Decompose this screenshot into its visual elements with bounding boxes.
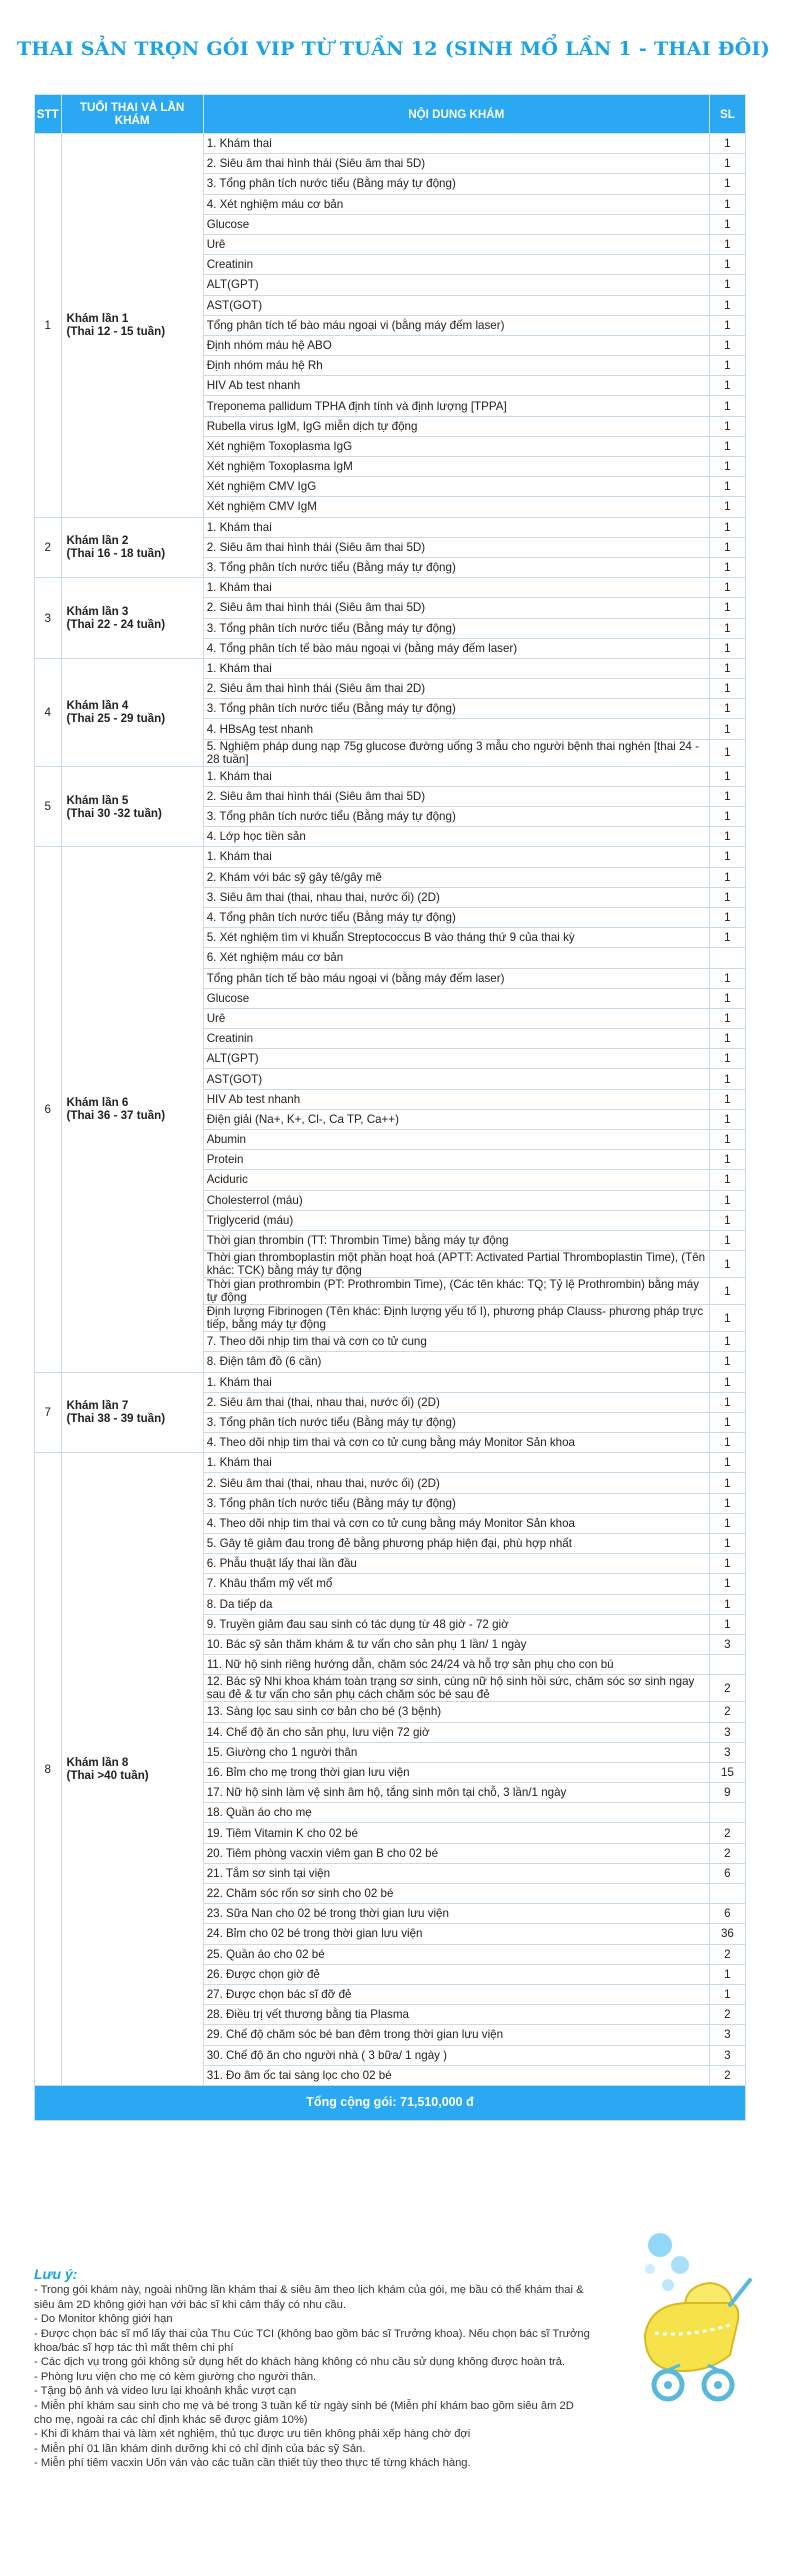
visit-weeks: (Thai 38 - 39 tuần)	[66, 1412, 166, 1426]
exam-quantity: 1	[709, 1594, 745, 1614]
exam-item: 2. Siêu âm thai hình thái (Siêu âm thai 5D)	[203, 154, 709, 174]
visit-label	[61, 1372, 203, 1453]
visit-label	[61, 766, 203, 847]
exam-quantity: 2	[709, 1944, 745, 1964]
visit-name: Khám lần 2	[66, 534, 129, 548]
exam-item: 2. Siêu âm thai (thai, nhau thai, nước ối) (2D)	[203, 1473, 709, 1493]
exam-item: Tổng phân tích tế bào máu ngoại vi (bằng máy đếm laser)	[203, 968, 709, 988]
exam-item: 31. Đo âm ốc tai sàng lọc cho 02 bé	[203, 2065, 709, 2085]
exam-quantity	[709, 1884, 745, 1904]
visit-number: 2	[35, 517, 62, 578]
table-row	[35, 1372, 746, 1392]
exam-quantity: 1	[709, 847, 745, 867]
note-item: - Được chọn bác sĩ mổ lấy thai của Thu Cúc TCI (không bao gồm bác sĩ Trưởng khoa). Nếu chọn bác sĩ Trưởng khoa/bác sĩ hợp tác thì mất thêm chi phí	[34, 2327, 590, 2355]
exam-item: 12. Bác sỹ Nhi khoa khám toàn trạng sơ sinh, cùng nữ hộ sinh hồi sức, chăm sóc sơ sinh ngay sau đẻ & tư vấn cho sản phụ cách chăm sóc bé sau đẻ	[203, 1675, 709, 1702]
exam-item: 6. Phẫu thuật lấy thai lần đầu	[203, 1554, 709, 1574]
table-row	[35, 517, 746, 537]
exam-item: 19. Tiêm Vitamin K cho 02 bé	[203, 1823, 709, 1843]
exam-quantity: 1	[709, 275, 745, 295]
exam-quantity: 1	[709, 887, 745, 907]
exam-item: 8. Điện tâm đồ (6 cần)	[203, 1352, 709, 1372]
notes-section	[34, 2267, 594, 2471]
header-qty: SL	[709, 95, 745, 134]
exam-quantity: 1	[709, 598, 745, 618]
exam-item: 1. Khám thai	[203, 766, 709, 786]
exam-item: Glucose	[203, 988, 709, 1008]
exam-quantity: 1	[709, 1251, 745, 1278]
exam-item: 17. Nữ hộ sinh làm vệ sinh âm hộ, tắng sinh môn tại chỗ, 3 lần/1 ngày	[203, 1783, 709, 1803]
visit-name: Khám lần 5	[66, 793, 129, 807]
visit-label	[61, 847, 203, 1372]
exam-item: 23. Sữa Nan cho 02 bé trong thời gian lưu viện	[203, 1904, 709, 1924]
visit-number: 5	[35, 766, 62, 847]
table-row	[35, 766, 746, 786]
exam-item: Điện giải (Na+, K+, Cl-, Ca TP, Ca++)	[203, 1109, 709, 1129]
exam-item: Treponema pallidum TPHA định tính và định lượng [TPPA]	[203, 396, 709, 416]
exam-quantity: 1	[709, 134, 745, 154]
exam-quantity: 1	[709, 295, 745, 315]
exam-quantity: 9	[709, 1783, 745, 1803]
exam-item: 1. Khám thai	[203, 847, 709, 867]
exam-item: Abumin	[203, 1130, 709, 1150]
visit-weeks: (Thai 36 - 37 tuần)	[66, 1109, 166, 1123]
exam-quantity: 1	[709, 1964, 745, 1984]
exam-quantity: 1	[709, 1574, 745, 1594]
exam-item: Xét nghiệm Toxoplasma IgM	[203, 457, 709, 477]
visit-label	[61, 658, 203, 766]
exam-item: Xét nghiệm Toxoplasma IgG	[203, 436, 709, 456]
exam-item: Thời gian prothrombin (PT: Prothrombin Time), (Các tên khác: TQ; Tỷ lệ Prothrombin) bằng máy tự động	[203, 1278, 709, 1305]
exam-quantity: 6	[709, 1863, 745, 1883]
exam-quantity: 1	[709, 255, 745, 275]
exam-quantity: 36	[709, 1924, 745, 1944]
exam-item: 3. Tổng phân tích nước tiểu (Bằng máy tự động)	[203, 174, 709, 194]
exam-quantity: 1	[709, 1278, 745, 1305]
exam-item: Aciduric	[203, 1170, 709, 1190]
note-item: - Tặng bộ ảnh và video lưu lại khoảnh khắc vượt cạn	[34, 2385, 297, 2398]
exam-item: 24. Bỉm cho 02 bé trong thời gian lưu viện	[203, 1924, 709, 1944]
table-row	[35, 134, 746, 154]
exam-item: 1. Khám thai	[203, 517, 709, 537]
exam-item: 3. Tổng phân tích nước tiểu (Bằng máy tự động)	[203, 1493, 709, 1513]
exam-quantity: 6	[709, 1904, 745, 1924]
exam-item: 4. Theo dõi nhịp tim thai và cơn co tử cung bằng máy Monitor Sản khoa	[203, 1433, 709, 1453]
exam-quantity: 1	[709, 1089, 745, 1109]
exam-item: 26. Được chọn giờ đẻ	[203, 1964, 709, 1984]
exam-item: 10. Bác sỹ sản thăm khám & tư vấn cho sản phụ 1 lần/ 1 ngày	[203, 1634, 709, 1654]
table-row	[35, 847, 746, 867]
exam-quantity: 1	[709, 618, 745, 638]
exam-quantity: 1	[709, 679, 745, 699]
exam-item: 5. Nghiệm pháp dung nạp 75g glucose đường uống 3 mẫu cho người bệnh thai nghén [thai 24 - 28 tuần]	[203, 739, 709, 766]
note-item: - Miễn phí 01 lần khám dinh dưỡng khi có chỉ định của bác sỹ Sản.	[34, 2442, 366, 2455]
exam-item: 28. Điều trị vết thương bằng tia Plasma	[203, 2005, 709, 2025]
note-item: - Miễn phí tiêm vacxin Uốn ván vào các tuần cần thiết tùy theo thực tế từng khách hàng.	[34, 2457, 471, 2470]
exam-quantity	[709, 1803, 745, 1823]
table-header	[35, 95, 746, 134]
exam-quantity: 1	[709, 497, 745, 517]
exam-quantity: 1	[709, 1493, 745, 1513]
exam-item: HIV Ab test nhanh	[203, 1089, 709, 1109]
exam-quantity: 1	[709, 1352, 745, 1372]
note-item: - Khi đi khám thai và làm xét nghiệm, thủ tục được ưu tiên không phải xếp hàng chờ đợi	[34, 2428, 471, 2441]
exam-item: 2. Siêu âm thai hình thái (Siêu âm thai 5D)	[203, 786, 709, 806]
visit-name: Khám lần 6	[66, 1096, 129, 1110]
exam-item: Protein	[203, 1150, 709, 1170]
notes-title: Lưu ý:	[34, 2266, 78, 2282]
exam-item: 4. Tổng phân tích nước tiểu (Bằng máy tự động)	[203, 907, 709, 927]
visit-name: Khám lần 1	[66, 312, 129, 326]
exam-item: Cholesterrol (máu)	[203, 1190, 709, 1210]
exam-quantity: 1	[709, 739, 745, 766]
exam-item: Creatinin	[203, 1029, 709, 1049]
exam-item: Thời gian thrombin (TT: Thrombin Time) bằng máy tự động	[203, 1230, 709, 1250]
exam-quantity: 1	[709, 1109, 745, 1129]
exam-quantity: 1	[709, 1130, 745, 1150]
exam-item: 1. Khám thai	[203, 134, 709, 154]
table-body	[35, 134, 746, 2086]
visit-name: Khám lần 8	[66, 1756, 129, 1770]
exam-item: HIV Ab test nhanh	[203, 376, 709, 396]
visit-weeks: (Thai 16 - 18 tuần)	[66, 547, 166, 561]
exam-quantity: 1	[709, 699, 745, 719]
exam-quantity: 2	[709, 1823, 745, 1843]
exam-quantity: 1	[709, 1412, 745, 1432]
exam-quantity: 3	[709, 2045, 745, 2065]
exam-quantity: 1	[709, 907, 745, 927]
exam-item: 1. Khám thai	[203, 578, 709, 598]
exam-quantity: 1	[709, 827, 745, 847]
exam-quantity: 1	[709, 1513, 745, 1533]
exam-quantity: 1	[709, 1473, 745, 1493]
exam-item: 5. Xét nghiệm tìm vi khuẩn Streptococcus B vào tháng thứ 9 của thai kỳ	[203, 928, 709, 948]
exam-item: 3. Tổng phân tích nước tiểu (Bằng máy tự động)	[203, 618, 709, 638]
note-item: - Trong gói khám này, ngoài những lần khám thai & siêu âm theo lịch khám của gói, mẹ bầu có thể khám thai & siêu âm 2D không giới hạn với bác sĩ khi cảm thấy có nhu cầu.	[34, 2284, 584, 2311]
exam-item: 1. Khám thai	[203, 658, 709, 678]
exam-item: Định nhóm máu hệ Rh	[203, 356, 709, 376]
exam-item: 2. Siêu âm thai (thai, nhau thai, nước ối) (2D)	[203, 1392, 709, 1412]
exam-quantity: 1	[709, 557, 745, 577]
exam-item: 1. Khám thai	[203, 1372, 709, 1392]
exam-item: Urê	[203, 1008, 709, 1028]
exam-quantity: 1	[709, 335, 745, 355]
exam-quantity: 1	[709, 537, 745, 557]
exam-quantity: 1	[709, 766, 745, 786]
exam-quantity: 1	[709, 1534, 745, 1554]
exam-quantity: 1	[709, 154, 745, 174]
exam-item: 5. Gây tê giảm đau trong đẻ bằng phương pháp hiện đại, phù hợp nhất	[203, 1534, 709, 1554]
visit-label	[61, 134, 203, 518]
exam-item: 2. Siêu âm thai hình thái (Siêu âm thai 2D)	[203, 679, 709, 699]
visit-number: 1	[35, 134, 62, 518]
exam-quantity: 1	[709, 396, 745, 416]
exam-item: 20. Tiêm phòng vacxin viêm gan B cho 02 bé	[203, 1843, 709, 1863]
exam-item: 11. Nữ hộ sinh riêng hướng dẫn, chăm sóc 24/24 và hỗ trợ sản phụ cho con bú	[203, 1655, 709, 1675]
exam-item: 1. Khám thai	[203, 1453, 709, 1473]
exam-quantity: 1	[709, 968, 745, 988]
header-stt: STT	[35, 95, 62, 134]
baby-stroller-icon	[610, 2225, 760, 2425]
exam-item: 2. Siêu âm thai hình thái (Siêu âm thai 5D)	[203, 598, 709, 618]
visit-label	[61, 1453, 203, 2086]
exam-item: ALT(GPT)	[203, 1049, 709, 1069]
exam-item: 4. Xét nghiệm máu cơ bản	[203, 194, 709, 214]
exam-quantity: 1	[709, 1150, 745, 1170]
exam-quantity: 1	[709, 436, 745, 456]
exam-quantity: 1	[709, 376, 745, 396]
exam-item: 27. Được chọn bác sĩ đỡ đẻ	[203, 1984, 709, 2004]
table-row	[35, 1453, 746, 1473]
exam-quantity: 1	[709, 1392, 745, 1412]
visit-name: Khám lần 3	[66, 605, 129, 618]
exam-quantity: 1	[709, 638, 745, 658]
exam-item: AST(GOT)	[203, 295, 709, 315]
exam-item: 21. Tắm sơ sinh tại viện	[203, 1863, 709, 1883]
table-row	[35, 578, 746, 598]
exam-item: 16. Bỉm cho mẹ trong thời gian lưu viện	[203, 1762, 709, 1782]
visit-name: Khám lần 4	[66, 699, 129, 713]
exam-quantity: 1	[709, 194, 745, 214]
exam-item: 3. Tổng phân tích nước tiểu (Bằng máy tự động)	[203, 807, 709, 827]
note-item: - Do Monitor không giới hạn	[34, 2313, 173, 2326]
exam-quantity: 1	[709, 1305, 745, 1332]
exam-item: 4. Tổng phân tích tế bào máu ngoại vi (bằng máy đếm laser)	[203, 638, 709, 658]
exam-item: Định lượng Fibrinogen (Tên khác: Định lượng yếu tố I), phương pháp Clauss- phương pháp trực tiếp, bằng máy tự động	[203, 1305, 709, 1332]
exam-quantity: 1	[709, 1984, 745, 2004]
exam-quantity: 1	[709, 867, 745, 887]
exam-quantity: 1	[709, 928, 745, 948]
total-row	[35, 2085, 746, 2120]
exam-quantity: 1	[709, 234, 745, 254]
exam-item: ALT(GPT)	[203, 275, 709, 295]
exam-item: 2. Khám với bác sỹ gây tê/gây mê	[203, 867, 709, 887]
exam-quantity: 3	[709, 1742, 745, 1762]
exam-item: 15. Giường cho 1 người thân	[203, 1742, 709, 1762]
exam-item: AST(GOT)	[203, 1069, 709, 1089]
exam-quantity: 1	[709, 1170, 745, 1190]
visit-label	[61, 517, 203, 578]
exam-item: 29. Chế độ chăm sóc bé ban đêm trong thời gian lưu viện	[203, 2025, 709, 2045]
visit-number: 8	[35, 1453, 62, 2086]
exam-item: 3. Siêu âm thai (thai, nhau thai, nước ối) (2D)	[203, 887, 709, 907]
exam-quantity: 1	[709, 578, 745, 598]
exam-item: 4. Theo dõi nhịp tim thai và cơn co tử cung bằng máy Monitor Sản khoa	[203, 1513, 709, 1533]
exam-item: 9. Truyền giảm đau sau sinh có tác dụng từ 48 giờ - 72 giờ	[203, 1614, 709, 1634]
visit-name: Khám lần 7	[66, 1399, 129, 1413]
exam-quantity: 1	[709, 1372, 745, 1392]
exam-quantity: 1	[709, 1554, 745, 1574]
visit-weeks: (Thai 12 - 15 tuần)	[66, 325, 166, 339]
exam-quantity: 1	[709, 1332, 745, 1352]
visit-number: 3	[35, 578, 62, 659]
exam-item: 8. Da tiếp da	[203, 1594, 709, 1614]
exam-item: 25. Quần áo cho 02 bé	[203, 1944, 709, 1964]
exam-quantity: 1	[709, 315, 745, 335]
exam-quantity: 1	[709, 356, 745, 376]
exam-item: Định nhóm máu hệ ABO	[203, 335, 709, 355]
exam-quantity: 1	[709, 457, 745, 477]
exam-item: 7. Theo dõi nhịp tim thai và cơn co tử cung	[203, 1332, 709, 1352]
page-title: THAI SẢN TRỌN GÓI VIP TỪ TUẦN 12 (SINH MỔ LẦN 1 - THAI ĐÔI)	[16, 38, 771, 60]
exam-item: 3. Tổng phân tích nước tiểu (Bằng máy tự động)	[203, 557, 709, 577]
exam-quantity: 1	[709, 1433, 745, 1453]
visit-number: 6	[35, 847, 62, 1372]
exam-quantity: 1	[709, 1453, 745, 1473]
exam-item: 3. Tổng phân tích nước tiểu (Bằng máy tự động)	[203, 699, 709, 719]
exam-item: 22. Chăm sóc rốn sơ sinh cho 02 bé	[203, 1884, 709, 1904]
table-row	[35, 658, 746, 678]
notes-list	[34, 2283, 594, 2470]
exam-quantity: 1	[709, 517, 745, 537]
exam-item: 3. Tổng phân tích nước tiểu (Bằng máy tự động)	[203, 1412, 709, 1432]
note-item: - Các dịch vụ trong gói không sử dụng hết do khách hàng không có nhu cầu sử dụng không được hoàn trả.	[34, 2356, 566, 2369]
exam-quantity: 1	[709, 1029, 745, 1049]
exam-quantity: 2	[709, 2005, 745, 2025]
exam-quantity: 1	[709, 1190, 745, 1210]
header-visit: TUỔI THAI VÀ LẦN KHÁM	[61, 95, 203, 134]
exam-quantity: 1	[709, 1069, 745, 1089]
exam-quantity: 1	[709, 1210, 745, 1230]
exam-quantity: 1	[709, 214, 745, 234]
exam-item: 2. Siêu âm thai hình thái (Siêu âm thai 5D)	[203, 537, 709, 557]
exam-item: 30. Chế độ ăn cho người nhà ( 3 bữa/ 1 ngày )	[203, 2045, 709, 2065]
exam-item: Creatinin	[203, 255, 709, 275]
exam-quantity	[709, 1655, 745, 1675]
visit-number: 7	[35, 1372, 62, 1453]
exam-quantity: 1	[709, 786, 745, 806]
note-item: - Phòng lưu viện cho mẹ có kèm giường cho người thân.	[34, 2370, 317, 2383]
visit-number: 4	[35, 658, 62, 766]
exam-quantity: 2	[709, 2065, 745, 2085]
exam-item: 6. Xét nghiệm máu cơ bản	[203, 948, 709, 968]
exam-quantity: 3	[709, 2025, 745, 2045]
exam-item: 4. Lớp học tiền sản	[203, 827, 709, 847]
exam-quantity: 3	[709, 1634, 745, 1654]
exam-quantity	[709, 948, 745, 968]
visit-weeks: (Thai 22 - 24 tuần)	[66, 618, 166, 631]
exam-item: 14. Chế độ ăn cho sản phụ, lưu viện 72 giờ	[203, 1722, 709, 1742]
exam-item: Glucose	[203, 214, 709, 234]
exam-quantity: 1	[709, 1614, 745, 1634]
exam-item: 13. Sàng lọc sau sinh cơ bản cho bé (3 bệnh)	[203, 1702, 709, 1722]
exam-item: 7. Khâu thẩm mỹ vết mổ	[203, 1574, 709, 1594]
exam-quantity: 15	[709, 1762, 745, 1782]
exam-quantity: 1	[709, 1049, 745, 1069]
exam-quantity: 2	[709, 1843, 745, 1863]
exam-item: Tổng phân tích tế bào máu ngoại vi (bằng máy đếm laser)	[203, 315, 709, 335]
exam-quantity: 1	[709, 1008, 745, 1028]
visit-weeks: (Thai 25 - 29 tuần)	[66, 712, 166, 726]
exam-quantity: 2	[709, 1675, 745, 1702]
exam-quantity: 3	[709, 1722, 745, 1742]
visit-label	[61, 578, 203, 659]
exam-item: Xét nghiệm CMV IgG	[203, 477, 709, 497]
exam-quantity: 1	[709, 719, 745, 739]
exam-quantity: 1	[709, 807, 745, 827]
service-table	[34, 94, 746, 2121]
exam-quantity: 1	[709, 416, 745, 436]
note-item: - Miễn phí khám sau sinh cho mẹ và bé trong 3 tuần kể từ ngày sinh bé (Miễn phí khám bao gồm siêu âm 2D cho mẹ, ngoài ra các chỉ định khác sẽ được giảm 10%)	[34, 2399, 574, 2427]
visit-weeks: (Thai 30 -32 tuần)	[66, 806, 162, 820]
exam-item: Triglycerid (máu)	[203, 1210, 709, 1230]
exam-quantity: 1	[709, 658, 745, 678]
exam-quantity: 1	[709, 988, 745, 1008]
exam-quantity: 1	[709, 1230, 745, 1250]
header-content: NỘI DUNG KHÁM	[203, 95, 709, 134]
visit-weeks: (Thai >40 tuần)	[66, 1769, 149, 1783]
exam-quantity: 1	[709, 174, 745, 194]
exam-item: Xét nghiệm CMV IgM	[203, 497, 709, 517]
exam-item: Thời gian thromboplastin một phần hoạt hoá (APTT: Activated Partial Thromboplastin Time), (Tên khác: TCK) bằng máy tự động	[203, 1251, 709, 1278]
total-price: Tổng cộng gói: 71,510,000 đ	[35, 2085, 746, 2120]
exam-item: 4. HBsAg test nhanh	[203, 719, 709, 739]
exam-quantity: 2	[709, 1702, 745, 1722]
exam-item: Urê	[203, 234, 709, 254]
exam-item: Rubella virus IgM, IgG miễn dịch tự động	[203, 416, 709, 436]
exam-quantity: 1	[709, 477, 745, 497]
exam-item: 18. Quần áo cho mẹ	[203, 1803, 709, 1823]
